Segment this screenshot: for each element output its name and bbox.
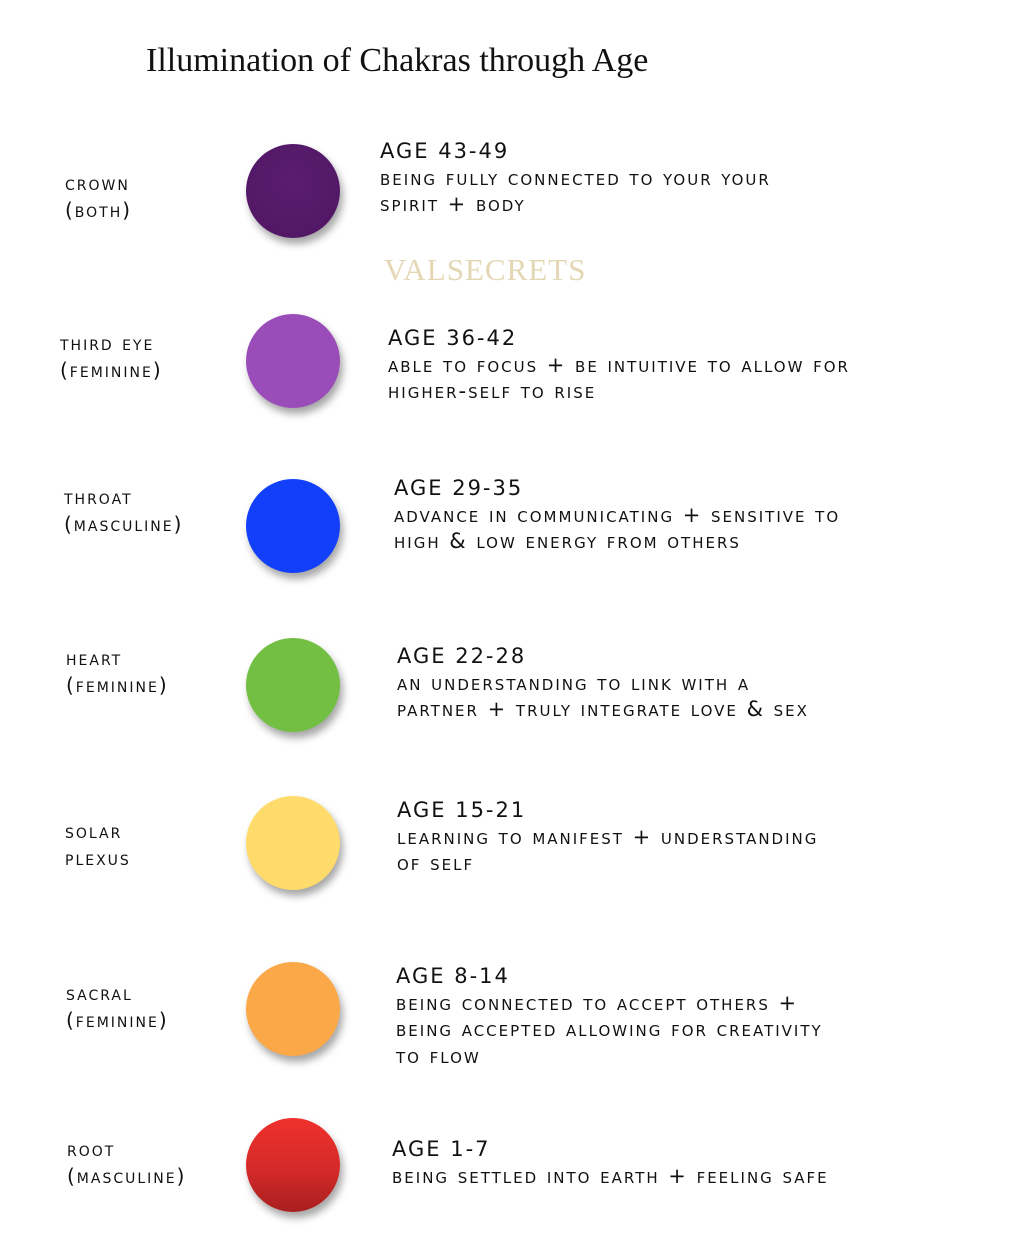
- description-line: being connected to accept others +: [396, 990, 799, 1015]
- description-line: high & low energy from others: [394, 529, 741, 553]
- chakra-name: third eye: [60, 331, 155, 355]
- sacral-chakra-orb: [246, 962, 340, 1056]
- chakra-name: sacral: [66, 981, 133, 1005]
- chakra-description: [392, 1136, 829, 1189]
- description-line: advance in communicating + sensitive to: [394, 502, 841, 527]
- description-line: an understanding to link with a: [397, 670, 751, 695]
- chakra-name: throat: [64, 485, 133, 509]
- description-line: spirit + body: [380, 192, 526, 216]
- age-range: AGE 29-35: [394, 476, 524, 500]
- chakra-name: root: [67, 1137, 116, 1161]
- diagram-title: Illumination of Chakras through Age: [146, 42, 649, 79]
- description-line: able to focus + be intuitive to allow for: [388, 352, 850, 377]
- chakra-description: [380, 138, 771, 218]
- description-line: being fully connected to your your: [380, 165, 771, 190]
- description-line: being accepted allowing for creativity: [396, 1017, 823, 1041]
- age-range: AGE 8-14: [396, 964, 510, 988]
- chakra-name: solar: [65, 819, 123, 843]
- description-line: of self: [397, 851, 475, 875]
- chakra-polarity: (feminine): [66, 1008, 169, 1032]
- age-range: AGE 1-7: [392, 1137, 491, 1161]
- chakra-description: [397, 643, 809, 723]
- description-line: learning to manifest + understanding: [397, 824, 819, 849]
- chakra-polarity: plexus: [65, 846, 131, 870]
- chakra-polarity: (feminine): [66, 673, 169, 697]
- description-line: partner + truly integrate love & sex: [397, 697, 809, 721]
- chakra-description: [397, 797, 818, 877]
- chakra-description: [388, 325, 850, 405]
- age-range: AGE 15-21: [397, 798, 527, 822]
- age-range: AGE 43-49: [380, 139, 510, 163]
- chakra-polarity: (masculine): [64, 512, 184, 536]
- chakra-name-label: [64, 484, 183, 538]
- chakra-name-label: [66, 980, 169, 1034]
- chakra-polarity: (feminine): [60, 358, 163, 382]
- chakra-polarity: (masculine): [67, 1164, 187, 1188]
- chakra-name-label: [67, 1136, 186, 1190]
- solar-plexus-chakra-orb: [246, 796, 340, 890]
- chakra-polarity: (both): [65, 198, 133, 222]
- chakra-name: heart: [66, 646, 123, 670]
- chakra-name: crown: [65, 171, 130, 195]
- description-line: being settled into earth + feeling safe: [392, 1163, 829, 1188]
- chakra-name-label: [66, 645, 169, 699]
- chakra-description: [396, 963, 823, 1069]
- root-chakra-orb: [246, 1118, 340, 1212]
- valsecrets-watermark-logo: VALSECRETS: [384, 252, 587, 287]
- description-line: to flow: [396, 1043, 481, 1068]
- chakra-description: [394, 475, 840, 555]
- crown-chakra-orb: [246, 144, 340, 238]
- third-eye-chakra-orb: [246, 314, 340, 408]
- chakra-name-label: [60, 330, 163, 384]
- chakra-name-label: [65, 170, 132, 224]
- chakra-name-label: [65, 818, 131, 872]
- description-line: higher-self to rise: [388, 379, 597, 403]
- age-range: AGE 36-42: [388, 326, 518, 350]
- age-range: AGE 22-28: [397, 644, 527, 668]
- throat-chakra-orb: [246, 479, 340, 573]
- heart-chakra-orb: [246, 638, 340, 732]
